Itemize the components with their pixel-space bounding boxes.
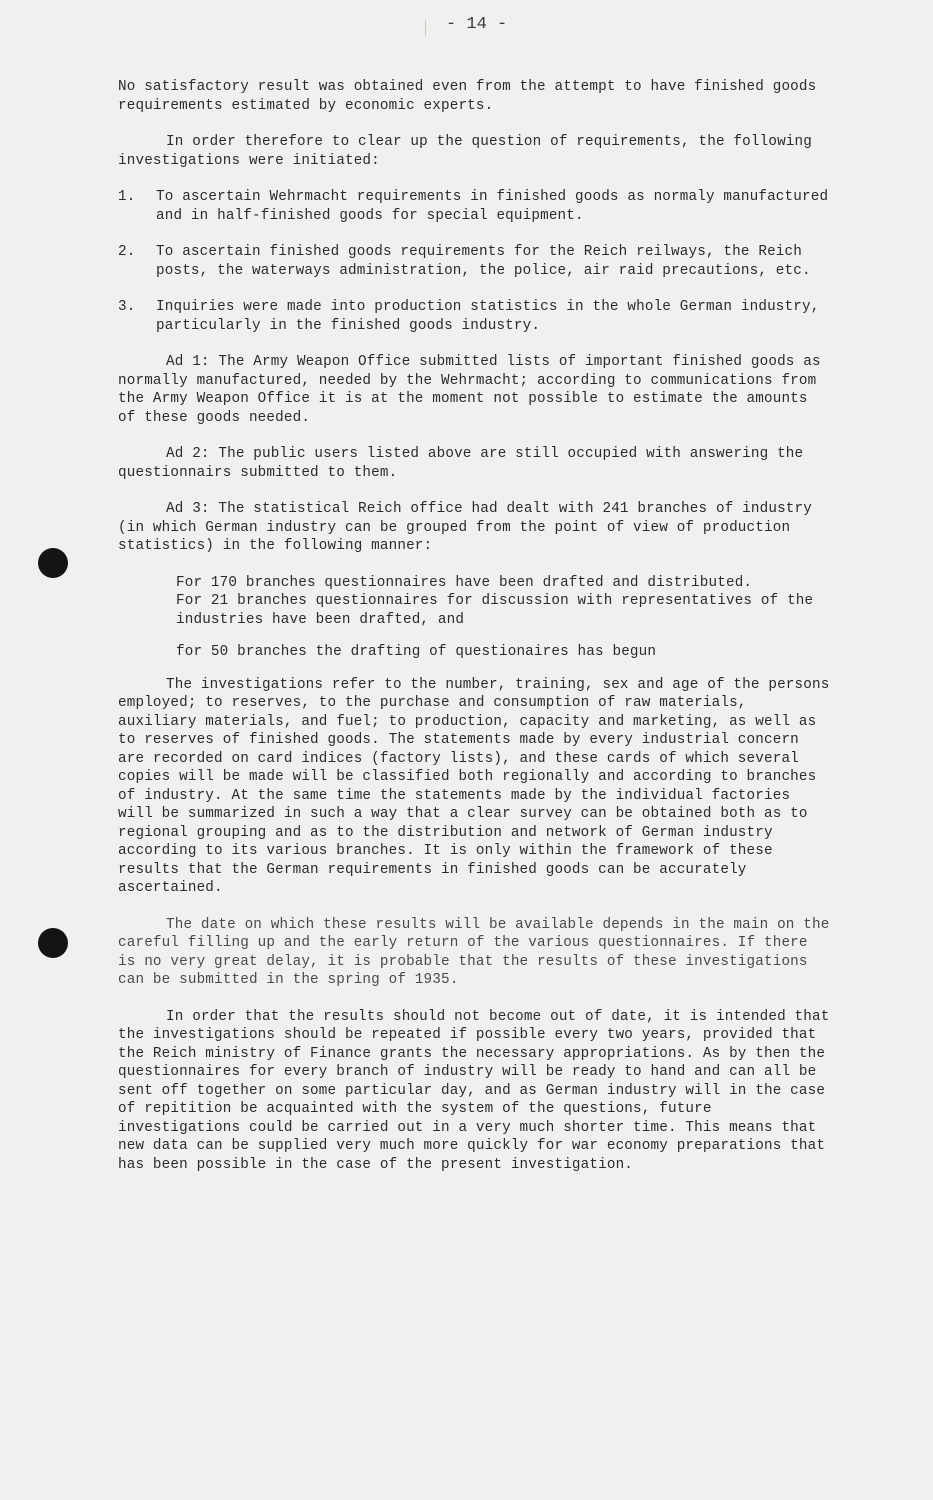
fold-mark xyxy=(425,20,426,36)
list-item xyxy=(118,243,833,280)
paragraph-intro: No satisfactory result was obtained even from the attempt to have finished goods requirements estimated by economic experts. xyxy=(118,79,817,114)
branches-line-170: For 170 branches questionnaires have been drafted and distributed. xyxy=(176,574,753,591)
list-item-text: To ascertain finished goods requirements for the Reich reilways, the Reich posts, the waterways administration, the police, air raid precautions, etc. xyxy=(156,244,811,279)
branches-line-50: for 50 branches the drafting of questionaires has begun xyxy=(176,644,657,660)
paragraph-investigations-intro: In order therefore to clear up the question of requirements, the following investigations were initiated: xyxy=(118,134,812,169)
list-item-number: 3. xyxy=(118,299,136,315)
paragraph-ad-3: Ad 3: The statistical Reich office had dealt with 241 branches of industry (in which German industry can be grouped from the point of view of production statistics) in the following manner: xyxy=(118,501,812,554)
list-item-number: 2. xyxy=(118,244,136,260)
punch-hole-lower xyxy=(38,928,68,958)
branches-block-50 xyxy=(118,643,833,662)
paragraph-repetition: In order that the results should not become out of date, it is intended that the investigations should be repeated if possible every two years, provided that the Reich ministry of Finance grants the necessary appropriations. As by then the questionnaires for every branch of industry will be ready to hand and can all be sent off together on some particular day, and as German industry will in the case of repitition be acquainted with the system of the questions, future investigations could be carried out in a very much shorter time. This means that new data can be supplied very much more quickly for war economy preparations that has been possible in the case of the present investigation. xyxy=(118,1008,830,1173)
list-item-text: To ascertain Wehrmacht requirements in finished goods as normaly manufactured and in half-finished goods for special equipment. xyxy=(156,189,829,224)
branches-block xyxy=(118,574,833,630)
paragraph-results-date: The date on which these results will be available depends in the main on the careful filling up and the early return of the various questionnaires. If there is no very great delay, it is probable that the results of these investigations can be submitted in the spring of 1935. xyxy=(118,916,830,988)
document-body xyxy=(118,78,833,1192)
branches-line-21: For 21 branches questionnaires for discussion with representatives of the industries have been drafted, and xyxy=(176,593,814,628)
page-number: - 14 - xyxy=(446,15,508,34)
list-item xyxy=(118,188,833,225)
list-item-number: 1. xyxy=(118,189,136,205)
paragraph-ad-1: Ad 1: The Army Weapon Office submitted lists of important finished goods as normally manufactured, needed by the Wehrmacht; according to communications from the Army Weapon Office it is at the moment not possible to estimate the amounts of these goods needed. xyxy=(118,354,821,426)
list-item-text: Inquiries were made into production statistics in the whole German industry, particularly in the finished goods industry. xyxy=(156,299,820,334)
punch-hole-upper xyxy=(38,548,68,578)
list-item xyxy=(118,298,833,335)
paragraph-ad-2: Ad 2: The public users listed above are still occupied with answering the questionnairs submitted to them. xyxy=(118,446,804,481)
paragraph-investigation-details: The investigations refer to the number, training, sex and age of the persons employed; to reserves, to the purchase and consumption of raw materials, auxiliary materials, and fuel; to production, capacity and marketing, as well as to reserves of finished goods. The statements made by every industrial concern are recorded on card indices (factory lists), and these cards of which several copies will be made will be classified both regionally and according to branches of industry. At the same time the statements made by the individual factories will be summarized in such a way that a clear survey can be obtained both as to regional grouping and as to the distribution and network of German industry according to its various branches. It is only within the framework of these results that the German requirements in finished goods can be accurately ascertained. xyxy=(118,676,830,896)
